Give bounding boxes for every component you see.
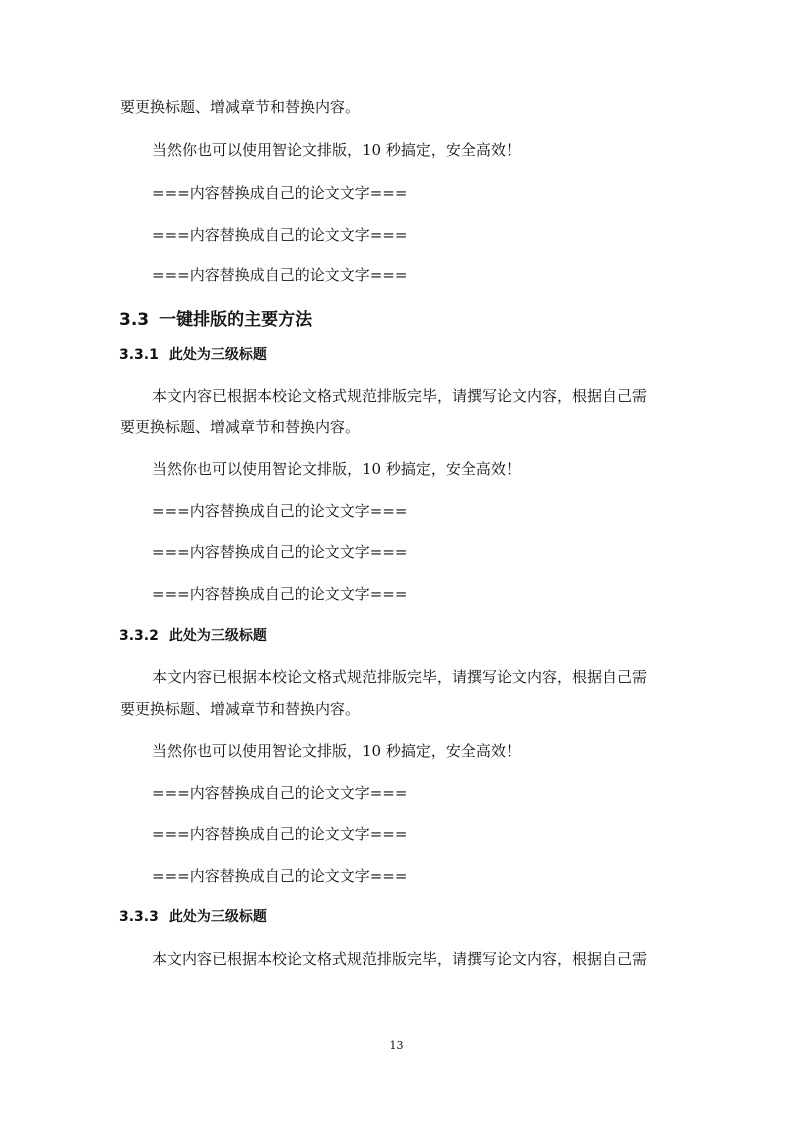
body-paragraph: ===内容替换成自己的论文文字===: [152, 585, 408, 603]
body-paragraph: 本文内容已根据本校论文格式规范排版完毕，请撰写论文内容，根据自己需: [152, 950, 648, 968]
body-paragraph: 本文内容已根据本校论文格式规范排版完毕，请撰写论文内容，根据自己需: [152, 668, 648, 686]
page-number: 13: [389, 1039, 404, 1052]
subsection-number: 3.3.3: [119, 909, 159, 925]
body-paragraph: 当然你也可以使用智论文排版，10 秒搞定，安全高效！: [152, 742, 521, 760]
body-paragraph: ===内容替换成自己的论文文字===: [152, 184, 408, 202]
body-paragraph: 当然你也可以使用智论文排版，10 秒搞定，安全高效！: [152, 460, 521, 478]
body-paragraph: ===内容替换成自己的论文文字===: [152, 266, 408, 284]
subsection-heading: [119, 345, 267, 365]
section-title: 一键排版的主要方法: [159, 310, 313, 330]
body-paragraph: ===内容替换成自己的论文文字===: [152, 825, 408, 843]
body-paragraph: ===内容替换成自己的论文文字===: [152, 226, 408, 244]
body-paragraph: ===内容替换成自己的论文文字===: [152, 543, 408, 561]
body-paragraph: ===内容替换成自己的论文文字===: [152, 867, 408, 885]
subsection-title: 此处为三级标题: [168, 628, 267, 644]
subsection-title: 此处为三级标题: [168, 347, 267, 363]
section-heading: [119, 309, 312, 331]
subsection-number: 3.3.2: [119, 628, 159, 644]
body-text-line: 要更换标题、增减章节和替换内容。: [120, 700, 361, 718]
subsection-title: 此处为三级标题: [168, 909, 267, 925]
body-text-line: 要更换标题、增减章节和替换内容。: [120, 418, 361, 436]
subsection-number: 3.3.1: [119, 347, 159, 363]
body-paragraph: ===内容替换成自己的论文文字===: [152, 502, 408, 520]
body-paragraph: 本文内容已根据本校论文格式规范排版完毕，请撰写论文内容，根据自己需: [152, 387, 648, 405]
body-paragraph: 当然你也可以使用智论文排版，10 秒搞定，安全高效！: [152, 141, 521, 159]
subsection-heading: [119, 907, 267, 927]
body-text-line: 要更换标题、增减章节和替换内容。: [120, 98, 361, 116]
section-number: 3.3: [119, 310, 150, 330]
subsection-heading: [119, 626, 267, 646]
body-paragraph: ===内容替换成自己的论文文字===: [152, 784, 408, 802]
